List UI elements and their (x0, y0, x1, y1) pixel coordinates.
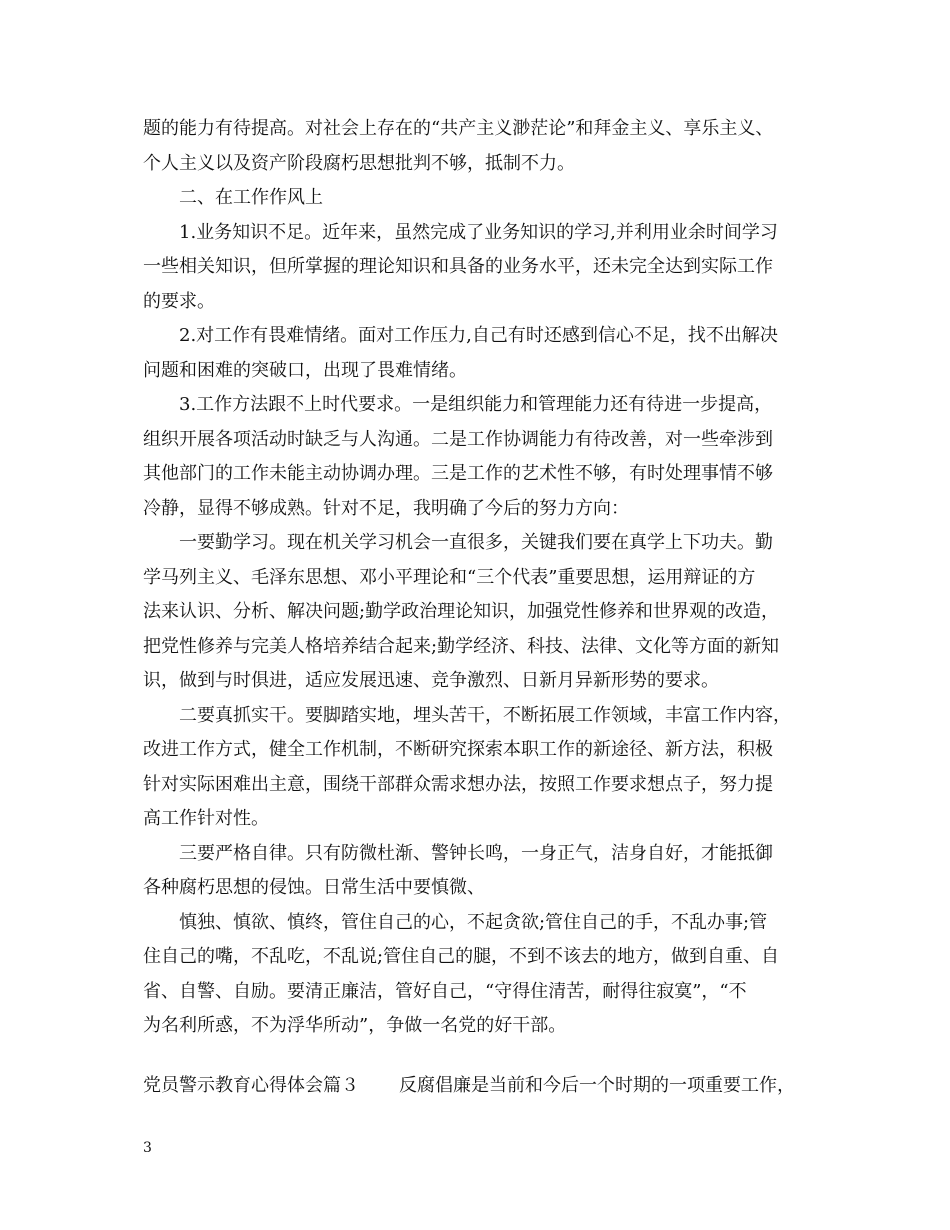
text-line: 把党性修养与完美人格培养结合起来;勤学经济、科技、法律、文化等方面的新知 (143, 635, 780, 657)
text-line: 冷静，显得不够成熟。针对不足，我明确了今后的努力方向： (143, 497, 629, 519)
final-line (143, 1069, 795, 1104)
text-line: 住自己的嘴，不乱吃，不乱说;管住自己的腿，不到不该去的地方，做到自重、自 (143, 946, 780, 967)
body-text (143, 112, 823, 1044)
paragraph-start: 反腐倡廉是当前和今后一个时期的一项重要工作， (399, 1075, 795, 1096)
text-line: 问题和困难的突破口，出现了畏难情绪。 (143, 359, 467, 381)
text-line: 识，做到与时俱进，适应发展迅速、竞争激烈、日新月异新形势的要求。 (143, 670, 719, 691)
text-line: 个人主义以及资产阶段腐朽思想批判不够，抵制不力。 (143, 152, 575, 174)
text-line: 题的能力有待提高。对社会上存在的“共产主义渺茫论”和拜金主义、享乐主义、 (143, 118, 774, 139)
text-line: 1.业务知识不足。近年来，虽然完成了业务知识的学习,并利用业余时间学习 (179, 221, 778, 243)
text-line: 其他部门的工作未能主动协调办理。三是工作的艺术性不够，有时处理事情不够 (143, 463, 773, 484)
text-line: 学马列主义、毛泽东思想、邓小平理论和“三个代表”重要思想，运用辩证的方 (143, 566, 756, 588)
text-line: 法来认识、分析、解决问题;勤学政治理论知识，加强党性修养和世界观的改造， (143, 601, 780, 622)
text-line: 的要求。 (143, 290, 215, 312)
text-line: 组织开展各项活动时缺乏与人沟通。二是工作协调能力有待改善，对一些牵涉到 (143, 428, 773, 450)
text-line: 为名利所惑，不为浮华所动”，争做一名党的好干部。 (143, 1015, 567, 1036)
text-line: 二要真抓实干。要脚踏实地，埋头苦干，不断拓展工作领域，丰富工作内容， (179, 704, 791, 726)
text-line: 一要勤学习。现在机关学习机会一直很多，关键我们要在真学上下功夫。勤 (179, 532, 773, 553)
text-line: 省、自警、自励。要清正廉洁，管好自己，“守得住清苦，耐得往寂寞”，“不 (143, 980, 747, 1002)
text-line: 慎独、慎欲、慎终，管住自己的心，不起贪欲;管住自己的手，不乱办事;管 (179, 911, 768, 933)
text-line: 二、在工作作风上 (179, 187, 323, 208)
text-line: 三要严格自律。只有防微杜渐、警钟长鸣，一身正气，洁身自好，才能抵御 (179, 842, 773, 864)
text-line: 2.对工作有畏难情绪。面对工作压力,自己有时还感到信心不足，找不出解决 (179, 325, 778, 346)
text-line: 针对实际困难出主意，围绕干部群众需求想办法，按照工作要求想点子，努力提 (143, 773, 773, 795)
text-line: 3.工作方法跟不上时代要求。一是组织能力和管理能力还有待进一步提高， (179, 394, 773, 415)
text-line: 改进工作方式，健全工作机制，不断研究探索本职工作的新途径、新方法，积极 (143, 739, 773, 760)
page-number: 3 (143, 1140, 152, 1156)
text-line: 高工作针对性。 (143, 808, 269, 829)
text-line: 一些相关知识，但所掌握的理论知识和具备的业务水平，还未完全达到实际工作 (143, 256, 773, 277)
section-heading: 党员警示教育心得体会篇３ (143, 1075, 359, 1096)
text-line: 各种腐朽思想的侵蚀。日常生活中要慎微、 (143, 877, 485, 898)
